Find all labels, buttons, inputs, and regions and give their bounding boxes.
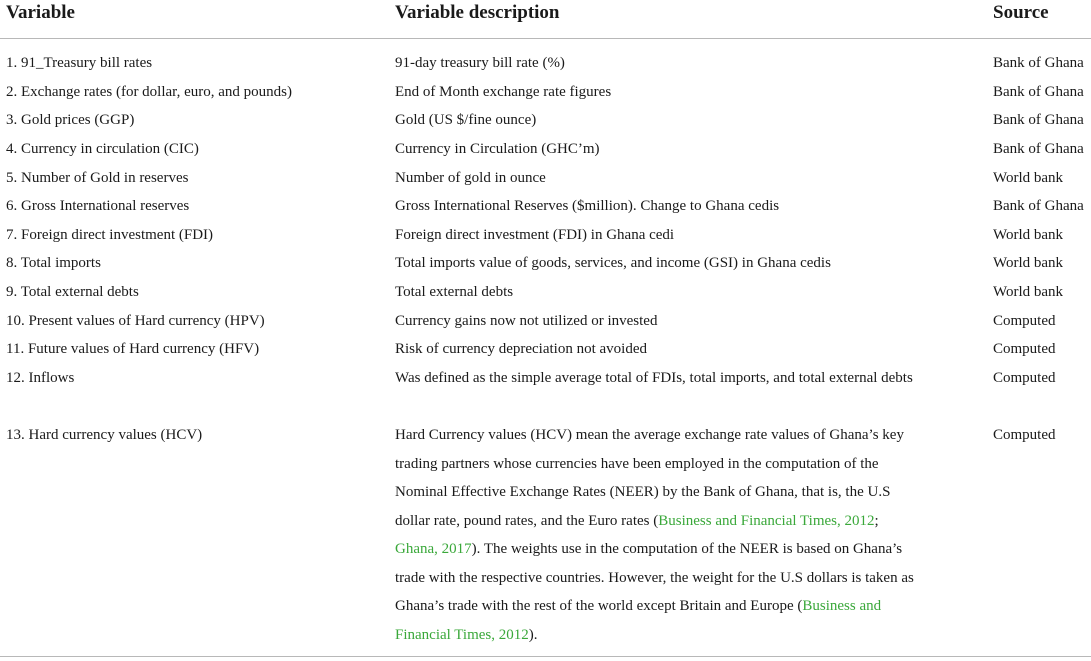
row-13-desc-part1: Hard Currency values (HCV) mean the average exchange rate values of Ghana’s key trading partners whose currencies have been employed in the computation of the Nominal Effective Exchange Rates (NEER) by the Bank of Ghana, that is, the U.S dollar rate, pound rates, and the Euro rates ( — [395, 427, 904, 529]
row-7-source: World bank — [993, 227, 1064, 243]
header-variable-description: Variable description — [395, 2, 560, 23]
row-1-variable: 1. 91_Treasury bill rates — [6, 55, 153, 71]
row-10-variable: 10. Present values of Hard currency (HPV) — [6, 313, 265, 329]
citation-link-business-financial-times-2[interactable]: Business and Financial Times, 2012 — [395, 598, 882, 643]
header-source: Source — [993, 2, 1049, 23]
row-10-description: Currency gains now not utilized or invested — [395, 313, 658, 329]
row-13-source: Computed — [993, 427, 1056, 443]
row-12-variable: 12. Inflows — [6, 370, 75, 386]
row-5-variable: 5. Number of Gold in reserves — [6, 170, 189, 186]
row-12-description: Was defined as the simple average total of FDIs, total imports, and total external debts — [395, 370, 913, 386]
row-1-description: 91-day treasury bill rate (%) — [395, 55, 565, 71]
row-11-description: Risk of currency depreciation not avoided — [395, 341, 647, 357]
row-2-description: End of Month exchange rate figures — [395, 84, 612, 100]
row-8-source: World bank — [993, 255, 1064, 271]
row-4-variable: 4. Currency in circulation (CIC) — [6, 141, 199, 157]
row-2-source: Bank of Ghana — [993, 84, 1084, 100]
row-8-description: Total imports value of goods, services, and income (GSI) in Ghana cedis — [395, 255, 831, 271]
row-6-variable: 6. Gross International reserves — [6, 198, 190, 214]
row-13-variable: 13. Hard currency values (HCV) — [6, 427, 203, 443]
row-13-desc-part3: ). — [528, 626, 538, 643]
row-5-source: World bank — [993, 170, 1064, 186]
row-13-desc-part2: ). The weights use in the computation of the NEER is based on Ghana’s trade with the respective countries. However, the weight for the U.S dollars is taken as Ghana’s trade with the rest of the world except Britain and Europe ( — [395, 541, 914, 614]
row-1-source: Bank of Ghana — [993, 55, 1084, 71]
row-3-variable: 3. Gold prices (GGP) — [6, 112, 135, 128]
row-2-variable: 2. Exchange rates (for dollar, euro, and pounds) — [6, 84, 292, 100]
row-13-description — [395, 421, 915, 649]
row-6-description: Gross International Reserves ($million). Change to Ghana cedis — [395, 198, 780, 214]
table-bottom-rule — [0, 656, 1091, 657]
row-7-description: Foreign direct investment (FDI) in Ghana cedi — [395, 227, 675, 243]
row-5-description: Number of gold in ounce — [395, 170, 546, 186]
row-3-description: Gold (US $/fine ounce) — [395, 112, 537, 128]
row-11-variable: 11. Future values of Hard currency (HFV) — [6, 341, 260, 357]
row-6-source: Bank of Ghana — [993, 198, 1084, 214]
row-3-source: Bank of Ghana — [993, 112, 1084, 128]
row-11-source: Computed — [993, 341, 1056, 357]
row-9-variable: 9. Total external debts — [6, 284, 139, 300]
row-10-source: Computed — [993, 313, 1056, 329]
row-9-description: Total external debts — [395, 284, 514, 300]
citation-link-ghana-2017[interactable]: Ghana, 2017 — [395, 541, 472, 557]
header-rule — [0, 38, 1091, 39]
row-7-variable: 7. Foreign direct investment (FDI) — [6, 227, 214, 243]
row-4-description: Currency in Circulation (GHC’m) — [395, 141, 600, 157]
citation-link-business-financial-times-1[interactable]: Business and Financial Times, 2012 — [658, 512, 875, 529]
header-variable: Variable — [6, 2, 75, 23]
row-12-source: Computed — [993, 370, 1056, 386]
row-4-source: Bank of Ghana — [993, 141, 1084, 157]
row-8-variable: 8. Total imports — [6, 255, 101, 271]
row-13-desc-separator: ; — [874, 512, 879, 529]
row-9-source: World bank — [993, 284, 1064, 300]
